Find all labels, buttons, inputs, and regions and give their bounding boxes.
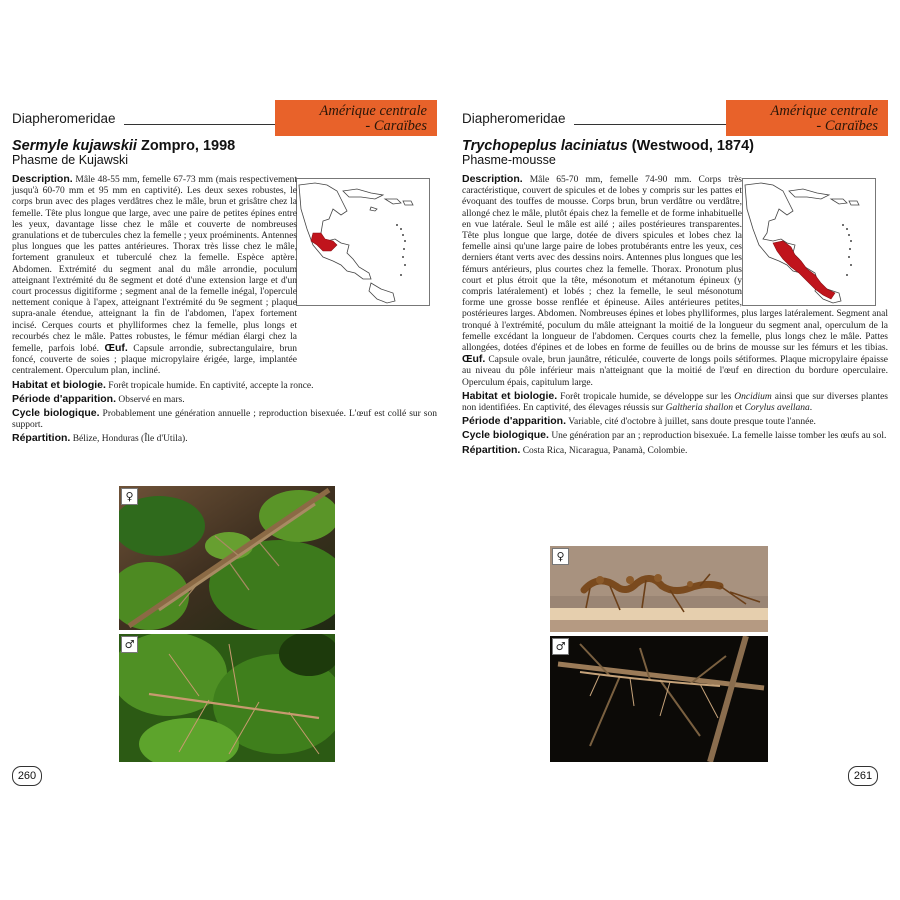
- description-text: Mâle 65-70 mm, femelle 74-90 mm. Corps très caractéristique, couvert de spicules et de lobes y compris sur les pattes et évoquant des touffes de mousse. Corps brun, brun verdâtre ou verdâtre, allongé chez le mâle, plutôt épais chez la femelle et de forme inhabituelle en vue latérale. Seul le mâle est ailé ; ailes postérieures transparentes. Tête plus longue que large, dotée de divers spicules et lobes chez la femelle ainsi qu'une large paire de lobes protubérants entre les yeux, ces derniers étant verts avec des dessins noirs. Antennes plus longues que les fémurs antérieurs, plus courtes chez la femelle. Thorax. Pronotum plus court et plus étroit que la tête, mésonotum et métanotum épineux (y compris latéralement) et lobés ; chez la femelle, le seul mésonotum forme une grosse bosse renflée et épineuse. Ailes antérieures petites, postérieures larges. Abdomen. Nombreuses épines et lobes phylliformes, plus larges latéralement. Segment anal tronqué à l'extrémité, poculum du mâle atteignant la moitié de la longueur du segment anal, operculum de la femelle excédant la longueur de l'abdomen. Cerques courts chez la femelle, plus longs chez le mâle. Pattes allongées, dotées d'épines et de lobes en forme de feuilles ou de brins de mousse sur les fémurs et les tibias.: [462, 175, 888, 354]
- header-rule: [574, 124, 734, 125]
- habitat-block: [12, 380, 437, 392]
- species-author: Zompro, 1998: [140, 138, 236, 154]
- egg-text: Capsule arrondie, subrectangulaire, brun foncé, couverte de soies ; plaque micropylaire érigée, large, implantée centralement. Operculum plan, incliné.: [12, 344, 297, 377]
- region-tab: [275, 100, 437, 136]
- scientific-name: Sermyle kujawskii: [12, 138, 137, 154]
- habitat-text: .: [809, 403, 813, 414]
- stick-insect-photo: [119, 634, 335, 762]
- species-text: [462, 174, 888, 457]
- habitat-block: [462, 391, 888, 414]
- photo-male: [119, 634, 335, 762]
- moss-stick-insect-photo: [550, 546, 768, 632]
- period-text: Observé en mars.: [118, 394, 185, 405]
- header-rule: [124, 124, 282, 125]
- photo-female: [119, 486, 335, 630]
- description-text: Mâle 48-55 mm, femelle 67-73 mm (mais respectivement jusqu'à 60-70 mm et 95 mm en captivité). Les deux sexes robustes, le corps brun avec des plages verdâtres chez le mâle, brun et grisâtre chez la femelle. Tête plus longue que large, avec une paire de petites épines entre les yeux, davantage lisse chez le mâle et couverte de nombreuses granulations et de tubercules chez la femelle ; yeux proéminents. Antennes plus longues que les pattes antérieures. Thorax très lisse chez le mâle, fortement granuleux et tuberculé chez la femelle. Espèce aptère. Abdomen. Extrémité du segment anal du mâle arrondie, poculum atteignant l'extrémité du 8e segment et doté d'une extension large et d'un court processus digitiforme ; segment anal de la femelle inégal, l'opercule nettement conique à l'apex, atteignant l'extrémité du 9e segment ; plaque supra-anale étendue, atteignant la fin de l'abdomen, l'apex fortement incisé. Cerques courts et phylliformes chez la femelle, plus longs et recourbés chez le mâle. Pattes robustes, le fémur médian élargi chez la femelle, parfois lobé.: [12, 175, 298, 355]
- family-name: Diapheromeridae: [12, 111, 116, 126]
- period-label: Période d'apparition.: [462, 415, 567, 428]
- common-name: Phasme de Kujawski: [12, 153, 129, 167]
- distribution-block: [462, 445, 888, 457]
- egg-label: Œuf.: [462, 353, 486, 366]
- description-label: Description.: [12, 173, 73, 185]
- male-symbol-icon: ♂: [121, 636, 138, 653]
- region-label-line1: Amérique centrale: [770, 103, 878, 119]
- habitat-text: ainsi que sur diverses plantes non identifiées. En captivité, des élevages réussis sur: [462, 391, 888, 414]
- distribution-text: Costa Rica, Nicaragua, Panamà, Colombie.: [522, 445, 688, 456]
- distribution-label: Répartition.: [12, 432, 71, 445]
- map-spacer: [742, 174, 888, 306]
- common-name: Phasme-mousse: [462, 153, 556, 167]
- cycle-block: [12, 408, 437, 431]
- cycle-label: Cycle biologique.: [462, 429, 549, 442]
- species-text: [12, 174, 437, 446]
- habitat-plant-corylus: Corylus avellana: [744, 403, 810, 414]
- page-number: 261: [848, 766, 878, 786]
- region-label-line2: - Caraïbes: [365, 118, 427, 134]
- female-symbol-icon: ♀: [121, 488, 138, 505]
- page-header: [462, 100, 888, 136]
- region-label-line1: Amérique centrale: [319, 103, 427, 119]
- habitat-plant-gaultheria: Galtheria shallon: [665, 403, 733, 414]
- female-symbol-icon: ♀: [552, 548, 569, 565]
- habitat-text: Forêt tropicale humide. En captivité, accepte la ronce.: [108, 380, 314, 391]
- habitat-text: Forêt tropicale humide, se développe sur les: [560, 391, 732, 402]
- habitat-label: Habitat et biologie.: [12, 378, 106, 391]
- description-block: [462, 174, 888, 389]
- stick-insect-photo: [119, 486, 335, 630]
- distribution-label: Répartition.: [462, 443, 521, 456]
- male-symbol-icon: ♂: [552, 638, 569, 655]
- period-block: [462, 416, 888, 428]
- habitat-text: et: [735, 403, 743, 414]
- period-text: Variable, cité d'octobre à juillet, sans doute presque toute l'année.: [568, 417, 816, 428]
- species-title: [12, 138, 235, 154]
- right-page: [462, 100, 888, 790]
- species-author: (Westwood, 1874): [631, 138, 754, 154]
- cycle-text: Probablement une génération annuelle ; reproduction bisexuée. L'œuf est collé sur son support.: [12, 409, 437, 431]
- cycle-label: Cycle biologique.: [12, 407, 100, 420]
- cycle-text: Une génération par an ; reproduction bisexuée. La femelle laisse tomber les œufs au sol.: [551, 431, 887, 442]
- page-number: 260: [12, 766, 42, 786]
- species-title: [462, 138, 754, 154]
- region-label-line2: - Caraïbes: [816, 118, 878, 134]
- page-header: [12, 100, 437, 136]
- distribution-block: [12, 433, 437, 445]
- family-name: Diapheromeridae: [462, 111, 566, 126]
- egg-text: Capsule ovale, brun jaunâtre, réticulée, couverte de longs poils sétiformes. Plaque micropylaire épaisse au niveau du pôle inférieur mais n'atteignant que la moitié de l'œuf en direction du bordure operculaire. Operculum épais, capitulum large.: [462, 355, 888, 388]
- photo-male: [550, 636, 768, 762]
- habitat-plant-oncidium: Oncidium: [734, 391, 772, 402]
- region-tab: [726, 100, 888, 136]
- period-label: Période d'apparition.: [12, 392, 117, 405]
- distribution-text: Bélize, Honduras (Île d'Utila).: [72, 434, 188, 445]
- left-page: [12, 100, 437, 790]
- habitat-label: Habitat et biologie.: [462, 389, 558, 402]
- moss-stick-insect-photo: [550, 636, 768, 762]
- egg-label: Œuf.: [104, 342, 128, 355]
- period-block: [12, 394, 437, 406]
- description-label: Description.: [462, 173, 523, 185]
- cycle-block: [462, 430, 888, 442]
- photo-female: [550, 546, 768, 632]
- scientific-name: Trychopeplus laciniatus: [462, 138, 628, 154]
- description-block: [12, 174, 437, 378]
